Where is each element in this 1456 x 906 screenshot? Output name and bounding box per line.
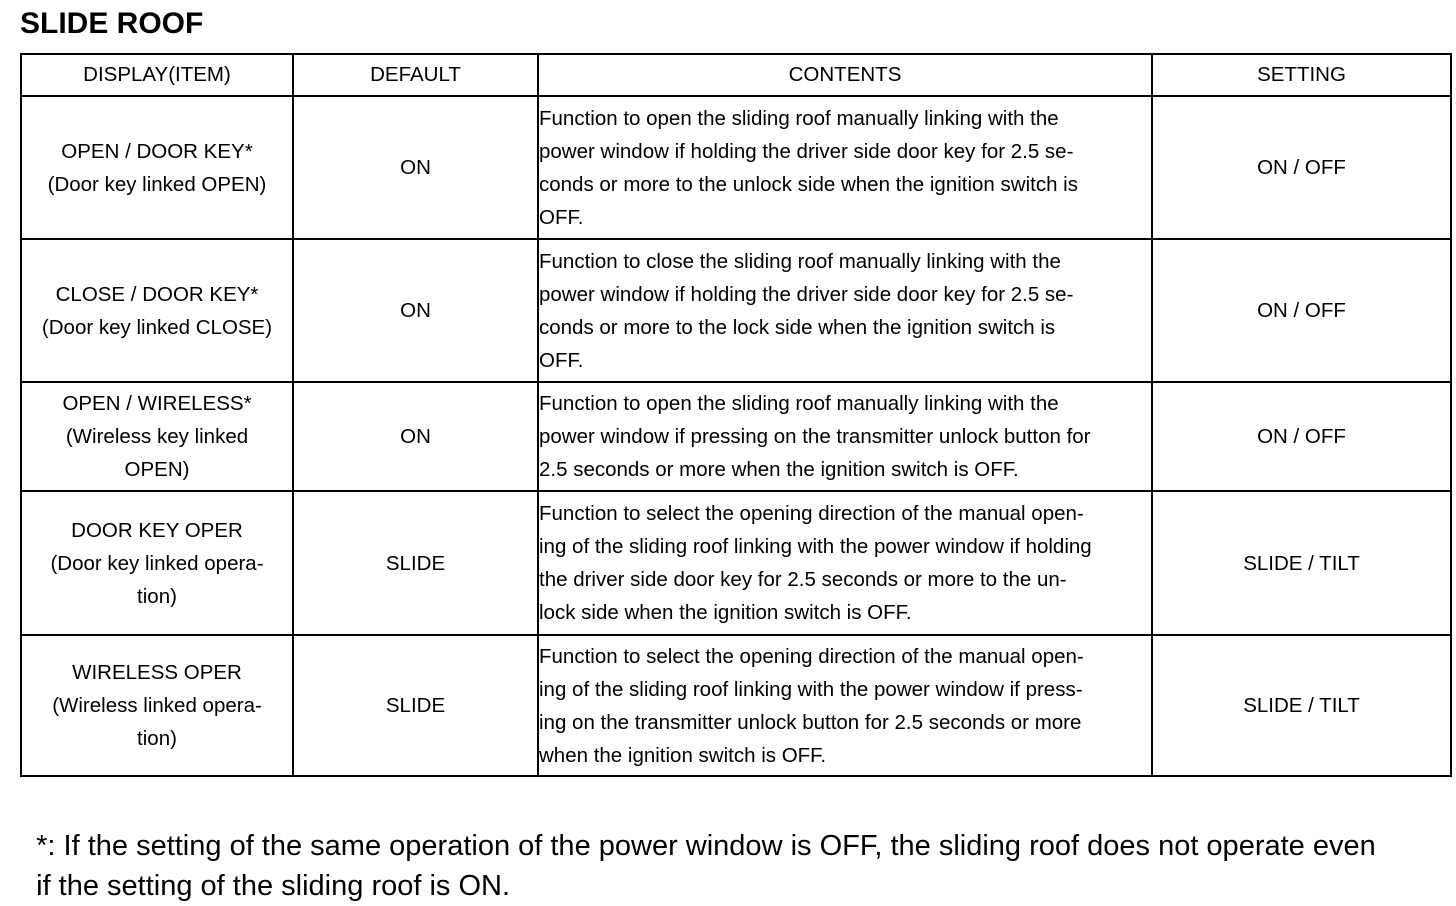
setting-value: ON / OFF [1152,239,1451,382]
contents-line: 2.5 seconds or more when the ignition switch is OFF. [539,458,1019,481]
header-display-item: DISPLAY(ITEM) [21,54,293,96]
table-header-row [21,54,1451,96]
table-row [21,491,1451,635]
contents-line: power window if holding the driver side door key for 2.5 se- [539,139,1074,163]
contents-cell [538,382,1152,491]
header-default: DEFAULT [293,54,538,96]
item-description: (Wireless linked opera- [52,694,262,717]
setting-value: ON / OFF [1152,96,1451,239]
contents-line: power window if holding the driver side door key for 2.5 se- [539,282,1074,306]
setting-value: SLIDE / TILT [1152,635,1451,776]
item-label: WIRELESS OPER [72,661,242,684]
contents-line: power window if pressing on the transmitter unlock button for [539,425,1091,448]
contents-line: OFF. [539,348,584,372]
contents-line: Function to close the sliding roof manually linking with the [539,249,1061,273]
contents-line: Function to open the sliding roof manually linking with the [539,106,1059,130]
contents-line: Function to open the sliding roof manually linking with the [539,392,1059,415]
page-title: SLIDE ROOF [20,7,204,40]
footnote-line: *: If the setting of the same operation of the power window is OFF, the sliding roof does not operate even [36,830,1376,862]
table-row [21,635,1451,776]
table-row [21,96,1451,239]
contents-line: conds or more to the unlock side when the ignition switch is [539,172,1078,196]
footnote-line: if the setting of the sliding roof is ON. [36,870,511,902]
item-cell [21,635,293,776]
item-description: (Wireless key linked [65,425,249,448]
contents-line: when the ignition switch is OFF. [539,743,827,767]
item-description: OPEN) [124,458,190,481]
header-setting: SETTING [1152,54,1451,96]
item-cell [21,239,293,382]
item-cell [21,96,293,239]
footnote [20,786,1456,906]
contents-line: OFF. [539,205,584,229]
setting-value: SLIDE / TILT [1152,491,1451,635]
item-description: (Door key linked OPEN) [47,172,267,196]
table-row [21,239,1451,382]
contents-line: Function to select the opening direction of the manual open- [539,502,1084,525]
default-value: SLIDE [293,635,538,776]
contents-line: the driver side door key for 2.5 seconds or more to the un- [539,568,1067,591]
default-value: ON [293,239,538,382]
item-label: OPEN / DOOR KEY* [61,139,253,163]
item-description: tion) [137,584,177,608]
contents-line: ing on the transmitter unlock button for 2.5 seconds or more [539,710,1082,734]
contents-cell [538,96,1152,239]
contents-cell [538,239,1152,382]
default-value: ON [293,96,538,239]
header-contents: CONTENTS [538,54,1152,96]
contents-line: lock side when the ignition switch is OFF. [539,601,912,624]
setting-value: ON / OFF [1152,382,1451,491]
contents-line: Function to select the opening direction of the manual open- [539,644,1084,668]
default-value: ON [293,382,538,491]
table-row [21,382,1451,491]
item-description: tion) [137,727,177,750]
item-description: (Door key linked opera- [50,551,264,575]
contents-line: ing of the sliding roof linking with the power window if press- [539,677,1083,701]
item-description: (Door key linked CLOSE) [41,315,273,339]
item-label: CLOSE / DOOR KEY* [55,282,259,306]
contents-line: conds or more to the lock side when the ignition switch is [539,315,1056,339]
contents-cell [538,635,1152,776]
settings-table [20,53,1452,777]
contents-cell [538,491,1152,635]
contents-line: ing of the sliding roof linking with the power window if holding [539,535,1092,558]
item-cell [21,382,293,491]
default-value: SLIDE [293,491,538,635]
item-label: DOOR KEY OPER [71,518,243,542]
item-label: OPEN / WIRELESS* [62,392,252,415]
item-cell [21,491,293,635]
